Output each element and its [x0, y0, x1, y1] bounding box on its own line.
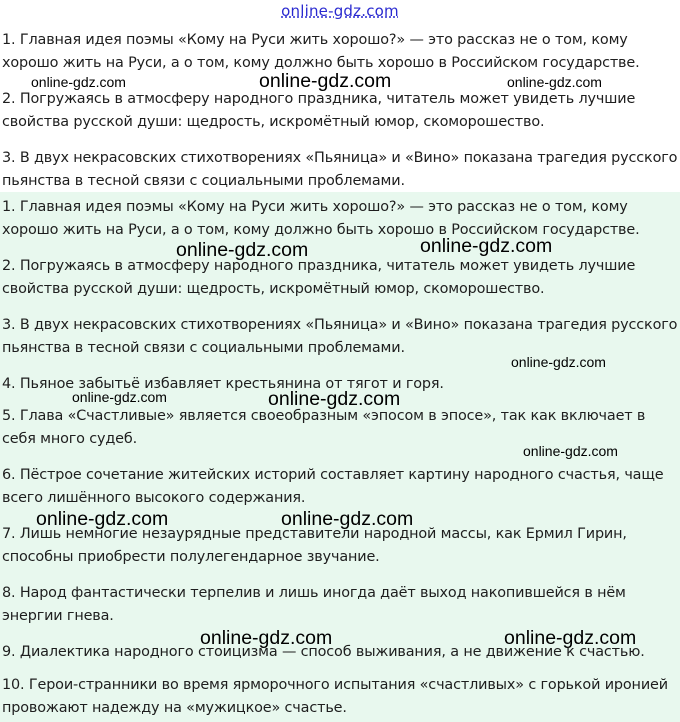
list-item-line: свойства русской души: щедрость, искромётный юмор, скоморошество. [2, 114, 545, 130]
list-item-line: способны приобрести полулегендарное звучание. [2, 549, 380, 565]
list-item-line: 2. Погружаясь в атмосферу народного праздника, читатель может увидеть лучшие [2, 258, 636, 274]
list-item-line: пьянства в тесной связи с социальными проблемами. [2, 340, 405, 356]
site-header[interactable] [0, 2, 680, 22]
list-item-line: 4. Пьяное забытьё избавляет крестьянина от тягот и горя. [2, 376, 444, 392]
list-item-line: 3. В двух некрасовских стихотворениях «Пьяница» и «Вино» показана трагедия русского [2, 317, 678, 333]
site-header-link[interactable]: online-gdz.com [281, 2, 399, 20]
watermark: online-gdz.com [31, 74, 126, 90]
list-item [2, 29, 678, 75]
watermark: online-gdz.com [504, 627, 637, 649]
watermark: online-gdz.com [176, 239, 309, 261]
watermark: online-gdz.com [72, 389, 167, 405]
list-item-line: пьянства в тесной связи с социальными проблемами. [2, 173, 405, 189]
list-item-line: 3. В двух некрасовских стихотворениях «Пьяница» и «Вино» показана трагедия русского [2, 150, 678, 166]
list-item [2, 147, 678, 193]
list-item-line: энергии гнева. [2, 608, 114, 624]
list-item [2, 582, 678, 628]
list-item-line: всего лишённого высокого содержания. [2, 490, 306, 506]
watermark: online-gdz.com [511, 354, 606, 370]
list-item-line: 9. Диалектика народного стоицизма — способ выживания, а не движение к счастью. [2, 644, 645, 660]
list-item [2, 674, 678, 720]
list-item [2, 196, 678, 242]
list-item-line: хорошо жить на Руси, а о том, кому должно быть хорошо в Российском государстве. [2, 222, 640, 238]
list-item-line: провожают надежду на «мужицкое» счастье. [2, 700, 347, 716]
watermark: online-gdz.com [420, 235, 553, 257]
list-item-line: 2. Погружаясь в атмосферу народного праздника, читатель может увидеть лучшие [2, 91, 636, 107]
watermark: online-gdz.com [281, 508, 414, 530]
list-item-line: свойства русской души: щедрость, искромётный юмор, скоморошество. [2, 281, 545, 297]
list-item-line: 8. Народ фантастически терпелив и лишь иногда даёт выход накопившейся в нём [2, 585, 626, 601]
list-item-line: 5. Глава «Счастливые» является своеобразным «эпосом в эпосе», так как включает в [2, 408, 646, 424]
list-item-line: 7. Лишь немногие незаурядные представители народной массы, как Ермил Гирин, [2, 526, 627, 542]
list-item [2, 464, 678, 510]
list-item-line: хорошо жить на Руси, а о том, кому должно быть хорошо в Российском государстве. [2, 55, 640, 71]
list-item-line: себя много судеб. [2, 431, 138, 447]
list-item-line: 10. Герои-странники во время ярморочного испытания «счастливых» с горькой иронией [2, 677, 668, 693]
watermark: online-gdz.com [36, 508, 169, 530]
watermark: online-gdz.com [259, 70, 392, 92]
list-item [2, 255, 678, 301]
watermark: online-gdz.com [268, 388, 401, 410]
list-item-line: 1. Главная идея поэмы «Кому на Руси жить хорошо?» — это рассказ не о том, кому [2, 32, 628, 48]
watermark: online-gdz.com [523, 443, 618, 459]
list-item-line: 1. Главная идея поэмы «Кому на Руси жить хорошо?» — это рассказ не о том, кому [2, 199, 628, 215]
watermark: online-gdz.com [200, 627, 333, 649]
watermark: online-gdz.com [507, 74, 602, 90]
list-item [2, 88, 678, 134]
list-item-line: 6. Пёстрое сочетание житейских историй составляет картину народного счастья, чаще [2, 467, 664, 483]
